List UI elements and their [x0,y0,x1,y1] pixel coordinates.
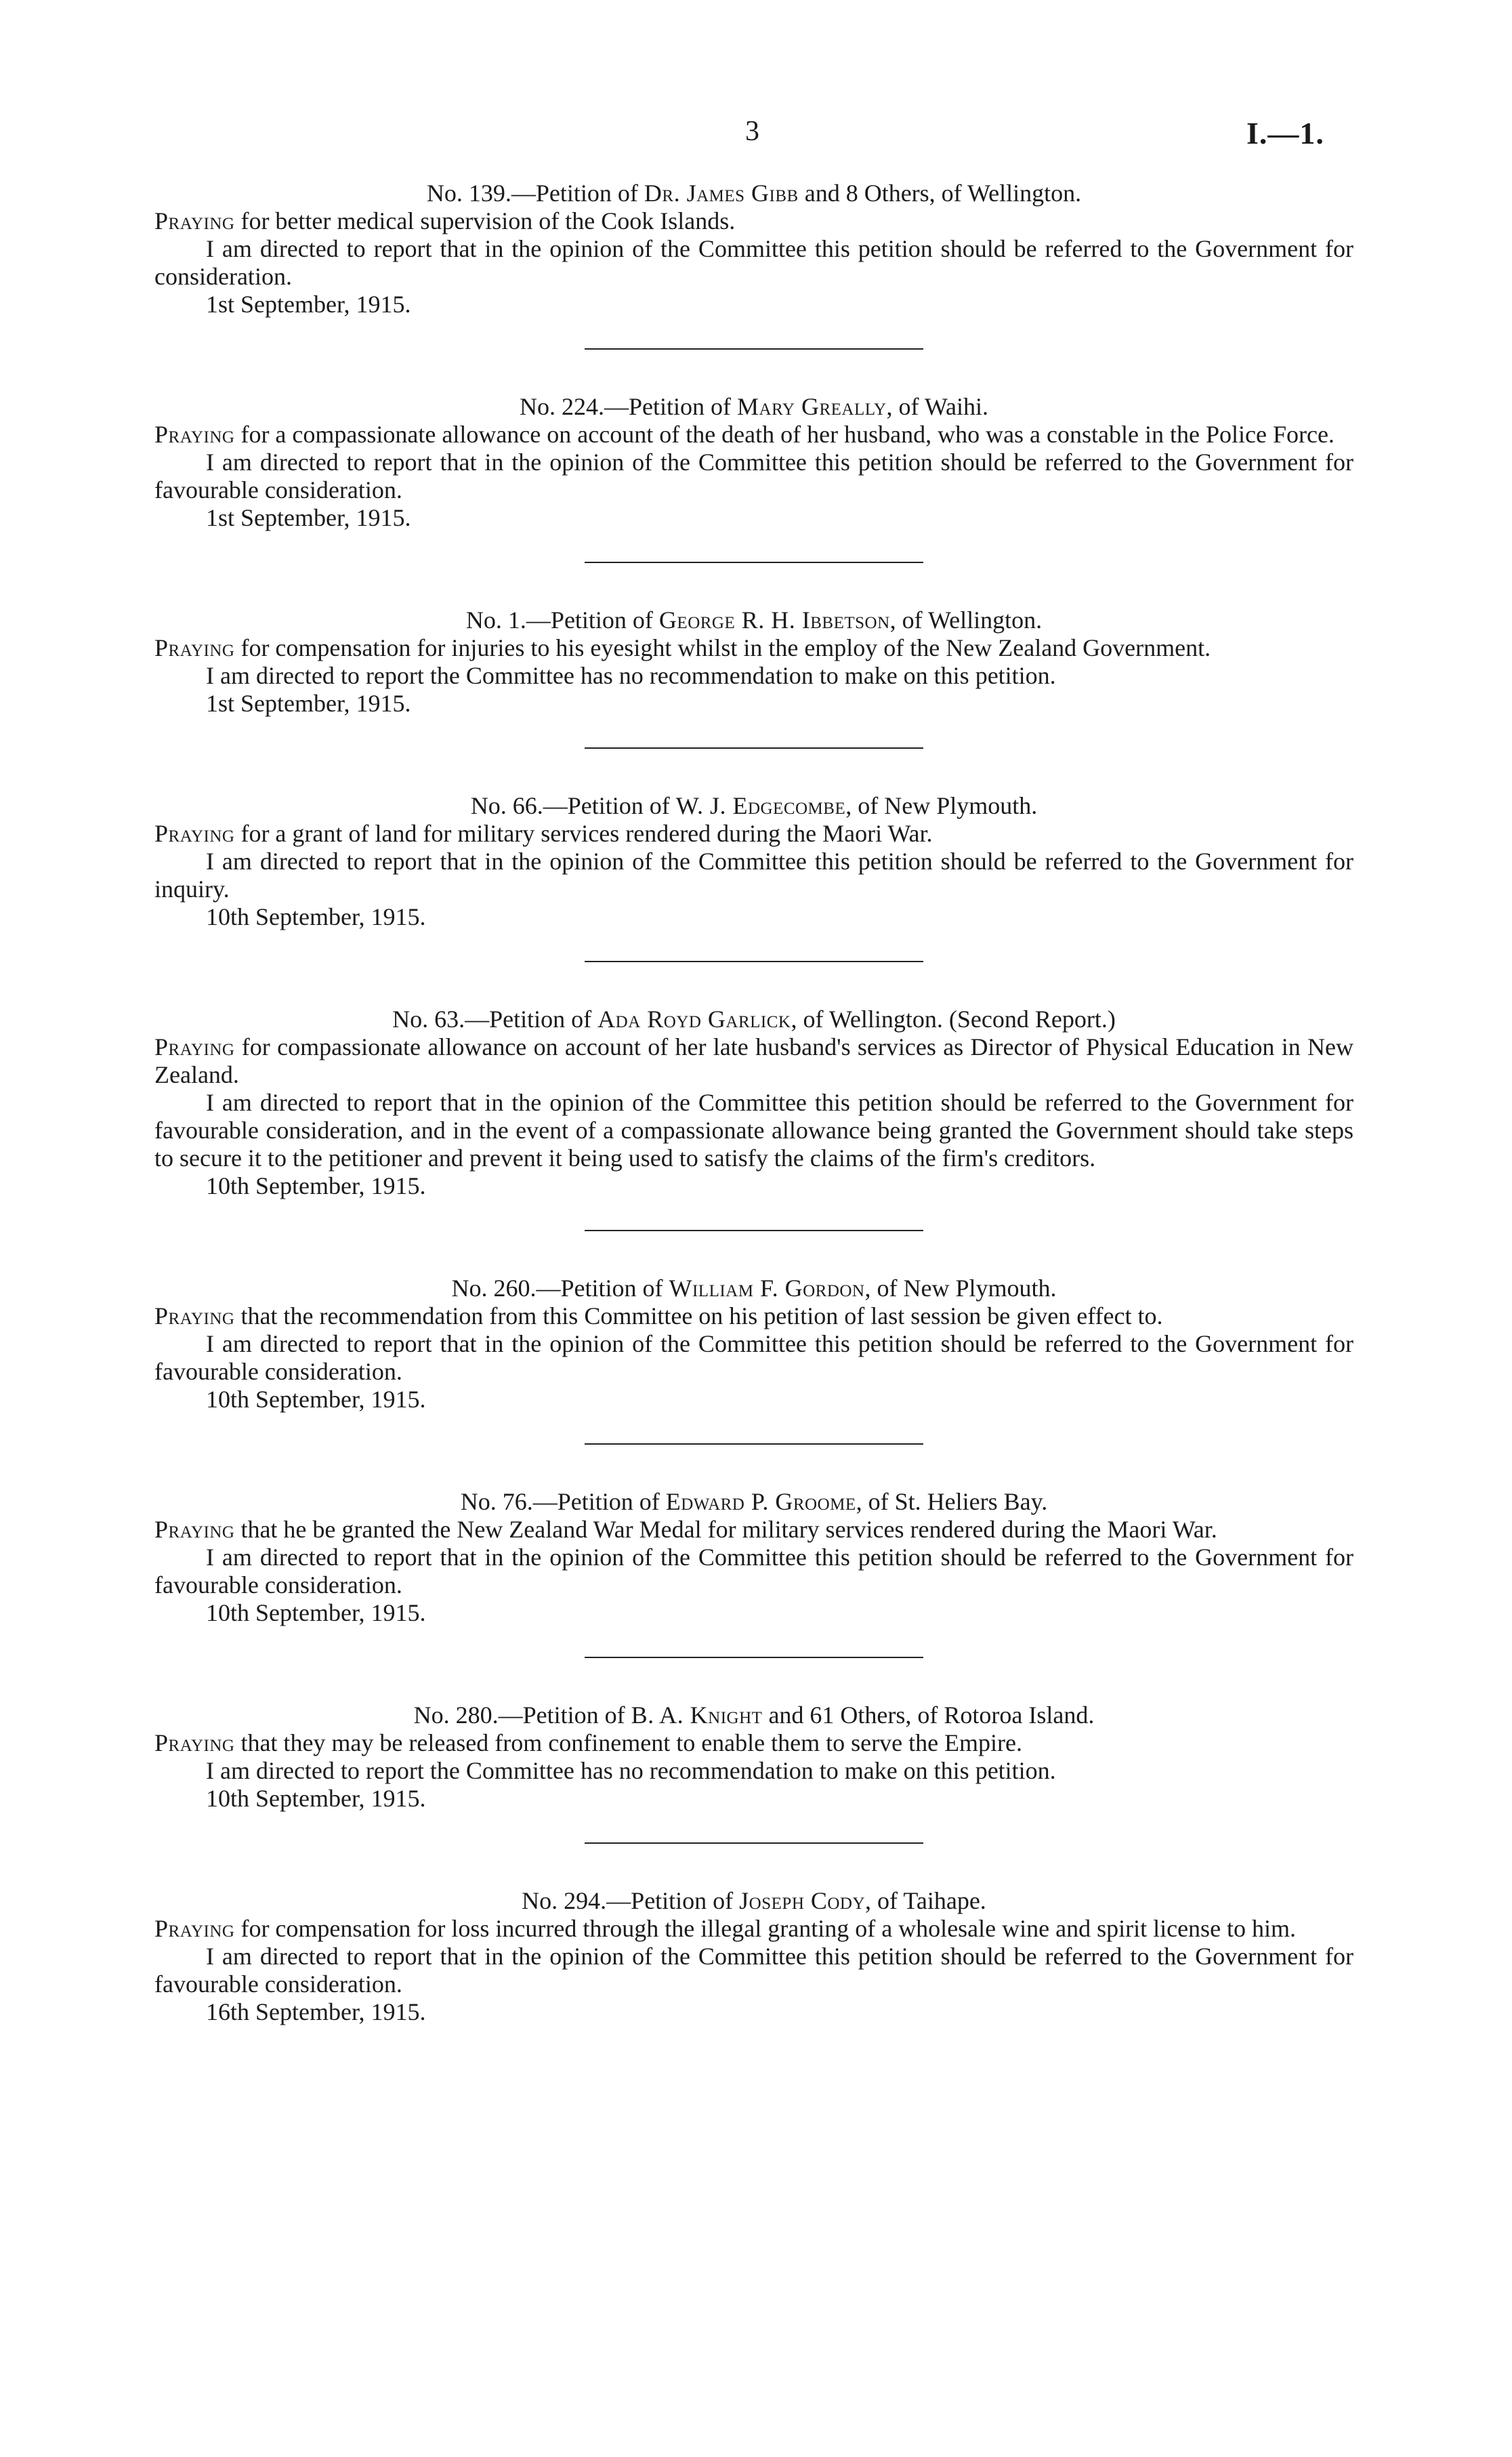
petitioner-name: Ada Royd Garlick [597,1006,791,1033]
section-divider [585,747,923,749]
section-divider [585,1657,923,1658]
committee-report: I am directed to report that in the opinion of the Committee this petition should be referred to the Government for favourable consideration. [154,1330,1353,1385]
petitioner-name: William F. Gordon [669,1275,865,1302]
committee-report: I am directed to report that in the opinion of the Committee this petition should be referred to the Government for favourable consideration. [154,1544,1353,1598]
petition-entry [154,1006,1353,1200]
petition-origin: , of St. Heliers Bay. [856,1488,1048,1515]
report-date: 10th September, 1915. [206,903,426,930]
petition-title [154,606,1353,634]
petitioner-name: George R. H. Ibbetson [658,606,890,634]
report-date: 10th September, 1915. [206,1386,426,1413]
page-number: 3 [745,116,759,147]
petition-entry [154,606,1353,718]
praying-label: Praying [154,1033,235,1060]
praying-text: for compensation for loss incurred through the illegal granting of a wholesale wine and spirit license to him. [234,1915,1297,1942]
petition-origin: and 8 Others, of Wellington. [798,180,1082,207]
praying-label: Praying [154,1729,235,1756]
petitioner-name: B. A. Knight [631,1701,763,1729]
report-date: 1st September, 1915. [206,504,411,531]
petition-praying [154,1033,1353,1089]
section-divider [585,1443,923,1445]
petition-praying [154,1915,1353,1943]
committee-report: I am directed to report that in the opinion of the Committee this petition should be referred to the Government for favourable consideration. [154,449,1353,503]
petition-praying [154,1302,1353,1330]
petition-number: No. 66.—Petition of [470,792,676,819]
petition-entry [154,1701,1353,1813]
document-reference: I.—1. [1246,116,1324,150]
petition-origin: , of New Plymouth. [864,1275,1057,1302]
petitioner-name: Dr. James Gibb [644,180,799,207]
petition-praying [154,820,1353,848]
petition-title [154,1275,1353,1302]
report-date: 10th September, 1915. [206,1599,426,1626]
report-date: 16th September, 1915. [206,1998,426,2025]
petition-title [154,1006,1353,1033]
committee-report: I am directed to report that in the opinion of the Committee this petition should be referred to the Government for favourable consideration, and in the event of a compassionate allowance being granted the Government should take steps to secure it to the petitioner and prevent it being used to satisfy the claims of the firm's creditors. [154,1089,1353,1172]
praying-label: Praying [154,1516,235,1543]
praying-text: for compassionate allowance on account of her late husband's services as Director of Physical Education in New Zealand. [154,1033,1353,1088]
praying-text: that he be granted the New Zealand War Medal for military services rendered during the Maori War. [234,1516,1217,1543]
petition-origin: , of Waihi. [886,393,988,420]
petition-origin: , of Taihape. [865,1887,986,1914]
praying-text: for better medical supervision of the Cook Islands. [234,207,736,234]
petition-praying [154,1729,1353,1757]
petition-title [154,393,1353,421]
petition-entry [154,1275,1353,1413]
petition-list [154,180,1353,2026]
petitioner-name: Edward P. Groome [665,1488,856,1515]
petition-praying [154,634,1353,662]
petition-praying [154,1516,1353,1544]
committee-report: I am directed to report that in the opinion of the Committee this petition should be referred to the Government for favourable consideration. [154,1943,1353,1998]
petitioner-name: W. J. Edgecombe [675,792,846,819]
petition-origin: , of Wellington. (Second Report.) [791,1006,1116,1033]
petition-praying [154,207,1353,235]
committee-report: I am directed to report that in the opinion of the Committee this petition should be referred to the Government for inquiry. [154,848,1353,903]
petition-title [154,1887,1353,1915]
committee-report: I am directed to report the Committee has no recommendation to make on this petition. [206,662,1056,689]
praying-label: Praying [154,1302,235,1329]
praying-text: that the recommendation from this Committee on his petition of last session be given effect to. [234,1302,1163,1329]
petition-praying [154,421,1353,449]
petition-number: No. 224.—Petition of [520,393,738,420]
petition-entry [154,393,1353,532]
section-divider [585,1230,923,1231]
praying-text: that they may be released from confinement to enable them to serve the Empire. [234,1729,1023,1756]
report-date: 10th September, 1915. [206,1172,426,1199]
section-divider [585,1842,923,1844]
report-date: 10th September, 1915. [206,1785,426,1812]
praying-label: Praying [154,634,235,661]
petitioner-name: Mary Greally [737,393,887,420]
section-divider [585,562,923,563]
praying-label: Praying [154,1915,235,1942]
praying-text: for a compassionate allowance on account of the death of her husband, who was a constable in the Police Force. [234,421,1335,448]
petition-number: No. 1.—Petition of [465,606,659,634]
petition-number: No. 260.—Petition of [451,1275,669,1302]
page-header [0,115,1512,156]
petition-origin: and 61 Others, of Rotoroa Island. [762,1701,1095,1729]
praying-label: Praying [154,820,235,847]
committee-report: I am directed to report the Committee has no recommendation to make on this petition. [206,1757,1056,1784]
committee-report: I am directed to report that in the opinion of the Committee this petition should be referred to the Government for consideration. [154,235,1353,290]
praying-label: Praying [154,207,235,234]
praying-text: for a grant of land for military services rendered during the Maori War. [234,820,933,847]
petition-number: No. 76.—Petition of [460,1488,666,1515]
petition-number: No. 294.—Petition of [522,1887,740,1914]
petition-entry [154,1488,1353,1627]
praying-label: Praying [154,421,235,448]
petitioner-name: Joseph Cody [739,1887,866,1914]
petition-number: No. 63.—Petition of [392,1006,598,1033]
report-date: 1st September, 1915. [206,291,411,318]
petition-title [154,1488,1353,1516]
petition-origin: , of Wellington. [889,606,1043,634]
petition-entry [154,1887,1353,2026]
petition-origin: , of New Plymouth. [845,792,1038,819]
petition-number: No. 139.—Petition of [426,180,644,207]
section-divider [585,961,923,962]
section-divider [585,348,923,350]
petition-title [154,180,1353,207]
praying-text: for compensation for injuries to his eyesight whilst in the employ of the New Zealand Government. [234,634,1211,661]
petition-entry [154,180,1353,318]
petition-entry [154,792,1353,931]
petition-number: No. 280.—Petition of [413,1701,631,1729]
petition-title [154,792,1353,820]
report-date: 1st September, 1915. [206,690,411,717]
petition-title [154,1701,1353,1729]
